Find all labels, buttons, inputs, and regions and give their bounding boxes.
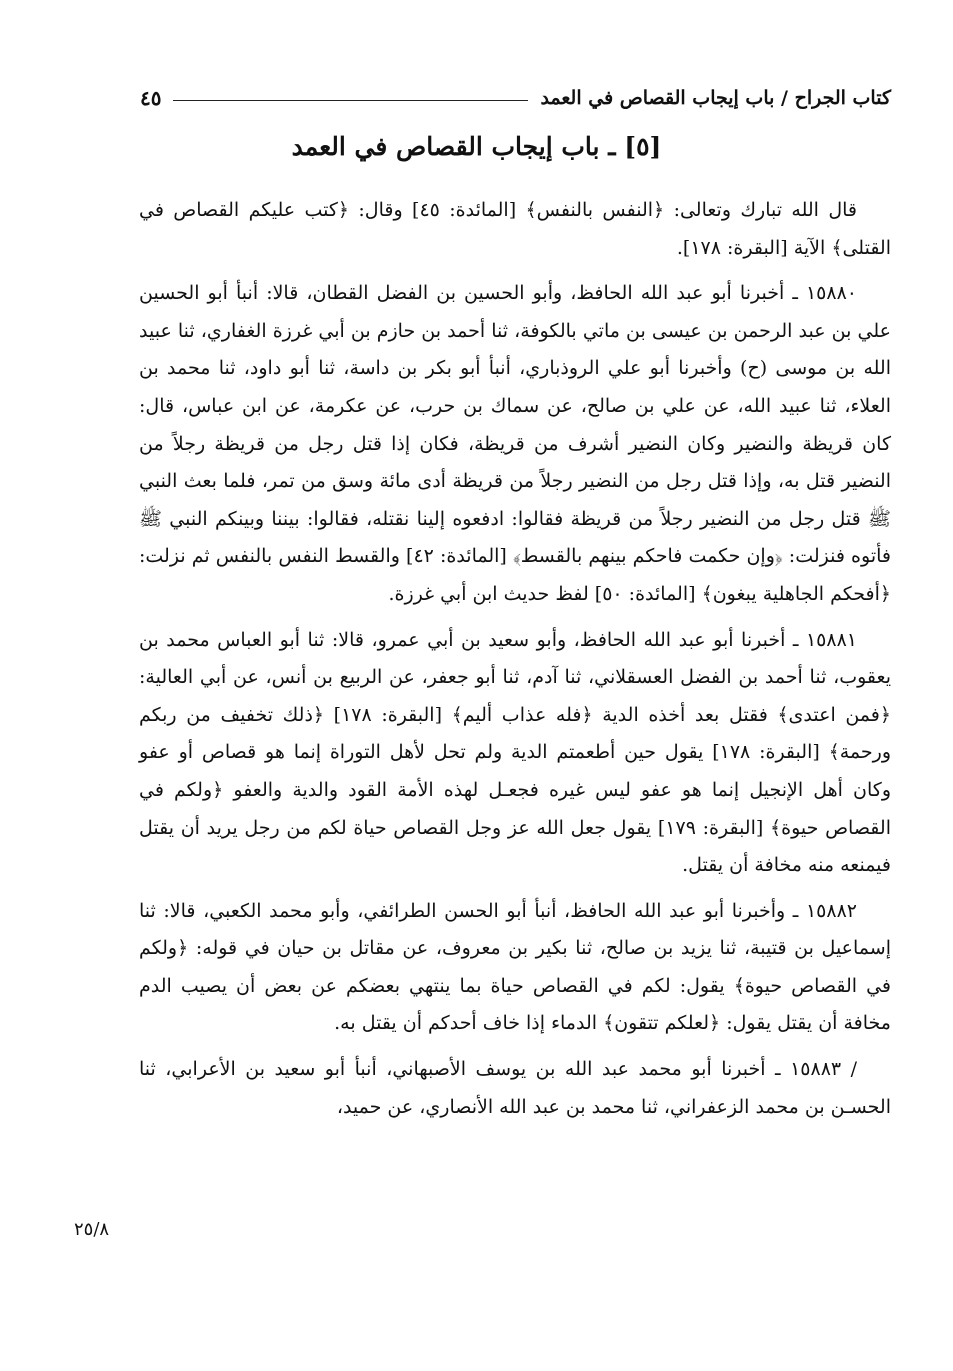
paragraph-hadith-15883: / ١٥٨٨٣ ـ أخبرنا أبو محمد عبد الله بن يوسف الأصبهاني، أنبأ أبو سعيد بن الأعرابي، ثنا الحسـن بن محمد الزعفراني، ثنا محمد بن عبد الله الأنصاري، عن حميد،: [139, 1058, 891, 1118]
paragraph-hadith-15880: ١٥٨٨٠ ـ أخبرنا أبو عبد الله الحافظ، وأبو الحسين بن الفضل القطان، قالا: أنبأ أبو الحسين علي بن عبد الرحمن بن عيسى بن ماتي بالكوفة، ثنا أحمد بن حازم بن أبي غرزة الغفاري، ثنا عبيد الله بن موسى (ح) وأخبرنا أبو علي الروذباري، أنبأ أبو بكر بن داسة، ثنا أبو داود، ثنا محمد بن العلاء، ثنا عبيد الله، عن علي بن صالح، عن سماك بن حرب، عن عكرمة، عن ابن عباس، قال: كان قريظة والنضير وكان النضير أشرف من قريظة، فكان إذا قتل رجل من قريظة رجلاً من النضير قتل به، وإذا قتل رجل من النضير رجلاً من قريظة أدى مائة وسق من تمر، فلما بعث النبي ﷺ قتل رجل من النضير رجلاً من قريظة فقالوا: ادفعوه إلينا نقتله، فقالوا: بيننا وبينكم النبي ﷺ فأتوه فنزلت: ﴿وإن حكمت فاحكم بينهم بالقسط﴾ [المائدة: ٤٢] والقسط النفس بالنفس ثم نزلت: ﴿أفحكم الجاهلية يبغون﴾ [المائدة: ٥٠] لفظ حديث ابن أبي غرزة.: [139, 282, 891, 605]
margin-volume-page-reference: ٢٥/٨: [74, 1219, 110, 1240]
body-text: [139, 192, 891, 1134]
header-rule: [173, 100, 528, 101]
paragraph-intro-verses: قال الله تبارك وتعالى: ﴿النفس بالنفس﴾ [المائدة: ٤٥] وقال: ﴿كتب عليكم القصاص في القتلى﴾ الآية [البقرة: ١٧٨].: [139, 199, 891, 259]
page-number: ٤٥: [140, 86, 162, 110]
chapter-title: [٥] ـ باب إيجاب القصاص في العمد: [291, 132, 662, 161]
running-header: [140, 86, 891, 110]
paragraph-hadith-15882: ١٥٨٨٢ ـ وأخبرنا أبو عبد الله الحافظ، أنبأ أبو الحسن الطرائفي، وأبو محمد الكعبي، قالا: ثنا إسماعيل بن قتيبة، ثنا يزيد بن صالح، ثنا بكير بن معروف، عن مقاتل بن حيان في قوله: ﴿ولكم في القصاص حيوة﴾ يقول: لكم في القصاص حياة بما ينتهي بعضكم عن بعض أن يصيب الدم مخافة أن يقتل يقول: ﴿لعلكم تتقون﴾ الدماء إذا خاف أحدكم أن يقتل به.: [139, 899, 891, 1035]
paragraph-hadith-15881: ١٥٨٨١ ـ أخبرنا أبو عبد الله الحافظ، وأبو سعيد بن أبي عمرو، قالا: ثنا أبو العباس محمد بن يعقوب، ثنا أحمد بن الفضل العسقلاني، ثنا آدم، ثنا أبو جعفر، عن الربيع بن أنس، عن أبي العالية: ﴿فمن اعتدى﴾ فقتل بعد أخذه الدية ﴿فله عذاب أليم﴾ [البقرة: ١٧٨] ﴿ذلك تخفيف من ربكم ورحمة﴾ [البقرة: ١٧٨] يقول حين أطعمتم الدية ولم تحل لأهل التوراة إنما هو قصاص أو عفو وكان أهل الإنجيل إنما هو عفو ليس غيره فجعـل لهذه الأمة القود والدية والعفو ﴿ولكم في القصاص حيوة﴾ [البقرة: ١٧٩] يقول جعل الله عز وجل القصاص حياة لكم من رجل يريد أن يقتل فيمنعه منه مخافة أن يقتل.: [139, 628, 891, 877]
running-title: كتاب الجراح / باب إيجاب القصاص في العمد: [540, 87, 891, 109]
